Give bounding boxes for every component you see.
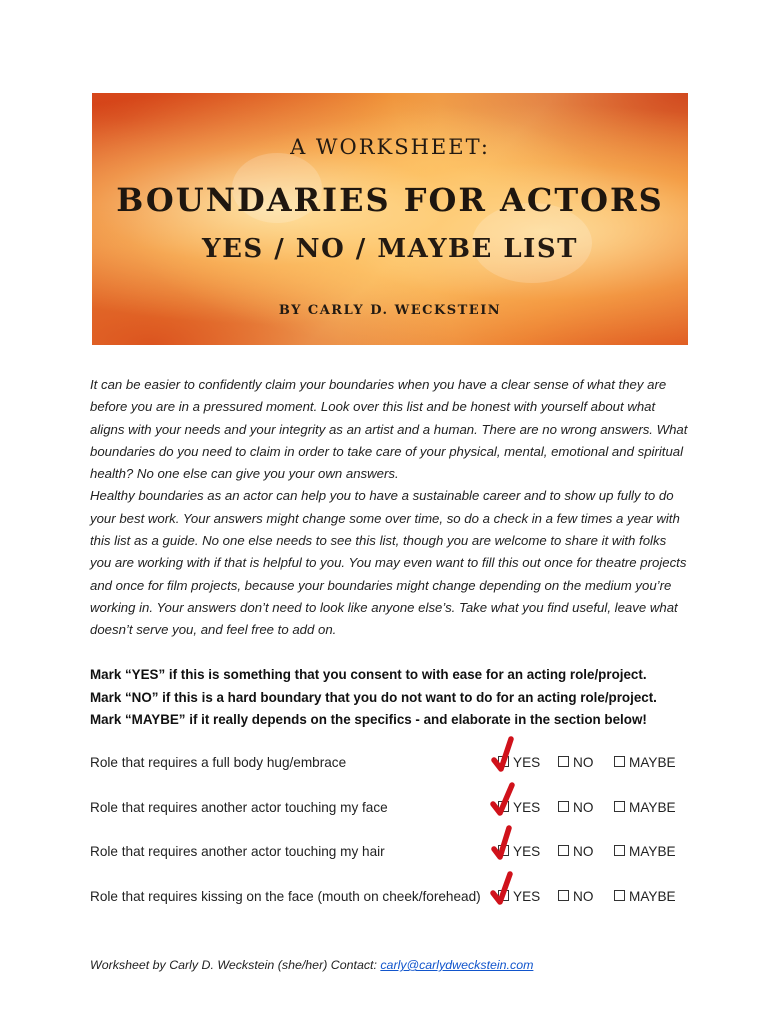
checkbox-icon — [498, 756, 509, 767]
banner-subtitle: A WORKSHEET: — [290, 135, 490, 159]
checkbox-icon — [558, 890, 569, 901]
instruction-no: Mark “NO” if this is a hard boundary that you do not want to do for an acting role/project. — [90, 689, 657, 705]
boundary-item-label: Role that requires another actor touching my hair — [90, 844, 385, 859]
boundary-item-label: Role that requires another actor touching my face — [90, 800, 388, 815]
intro-paragraph-1: It can be easier to confidently claim your boundaries when you have a clear sense of what they are before you are in a pressured moment. Look over this list and be honest with yourself about what aligns with your needs and your integrity as an artist and a human. There are no wrong answers. What boundaries do you need to claim in order to take care of your physical, mental, emotional and spiritual health? No one else can give you your own answers. — [90, 377, 688, 482]
maybe-label: MAYBE — [629, 889, 676, 904]
boundary-item-label: Role that requires a full body hug/embrace — [90, 755, 347, 770]
maybe-checkbox[interactable] — [614, 889, 676, 904]
boundary-item — [90, 841, 690, 865]
instruction-maybe: Mark “MAYBE” if it really depends on the specifics - and elaborate in the section below! — [90, 712, 647, 727]
instruction-yes: Mark “YES” if this is something that you consent to with ease for an acting role/project. — [90, 667, 647, 682]
no-checkbox[interactable] — [558, 889, 593, 904]
maybe-checkbox[interactable] — [614, 844, 676, 859]
checkbox-icon — [558, 756, 569, 767]
maybe-checkbox[interactable] — [614, 800, 676, 815]
yes-label: YES — [513, 755, 541, 770]
header-banner — [92, 93, 688, 345]
checkbox-icon — [558, 801, 569, 812]
maybe-checkbox[interactable] — [614, 755, 676, 770]
yes-label: YES — [513, 844, 541, 859]
banner-byline: BY CARLY D. WECKSTEIN — [278, 303, 502, 318]
maybe-label: MAYBE — [629, 755, 676, 770]
no-checkbox[interactable] — [558, 755, 593, 770]
marking-instructions — [90, 664, 700, 732]
no-label: NO — [573, 800, 594, 815]
contact-email-link[interactable]: carly@carlydweckstein.com — [380, 958, 534, 972]
no-checkbox[interactable] — [558, 800, 593, 815]
footer-text: Worksheet by Carly D. Weckstein (she/her) Contact: — [90, 958, 381, 972]
maybe-label: MAYBE — [629, 844, 676, 859]
no-label: NO — [573, 889, 594, 904]
yes-checkbox[interactable] — [498, 755, 540, 770]
footer-credit — [90, 958, 533, 972]
banner-title: BOUNDARIES FOR ACTORS — [116, 181, 664, 219]
no-checkbox[interactable] — [558, 844, 593, 859]
no-label: NO — [573, 755, 594, 770]
boundary-item — [90, 797, 690, 821]
boundary-item-label: Role that requires kissing on the face (mouth on cheek/forehead) — [90, 889, 481, 904]
banner-list-title: YES / NO / MAYBE LIST — [202, 234, 578, 264]
yes-label: YES — [513, 889, 541, 904]
checkbox-icon — [498, 845, 509, 856]
yes-checkbox[interactable] — [498, 889, 540, 904]
no-label: NO — [573, 844, 594, 859]
checkbox-icon — [498, 890, 509, 901]
boundary-item — [90, 752, 690, 776]
maybe-label: MAYBE — [629, 800, 676, 815]
intro-text — [90, 374, 690, 642]
checkbox-icon — [498, 801, 509, 812]
checkbox-icon — [614, 845, 625, 856]
yes-checkbox[interactable] — [498, 800, 540, 815]
checkbox-icon — [558, 845, 569, 856]
intro-paragraph-2: Healthy boundaries as an actor can help you to have a sustainable career and to show up fully to do your best work. Your answers might change some over time, so do a check in a few times a year with this list as a guide. No one else needs to see this list, though you are welcome to share it with folks you are working with if that is helpful to you. You may even want to fill this out once for theatre projects and once for film projects, because your boundaries might change depending on the medium you’re working in. Your answers don’t need to look like anyone else’s. Take what you find useful, leave what doesn’t serve you, and feel free to add on. — [90, 488, 687, 638]
checkbox-icon — [614, 890, 625, 901]
checkbox-icon — [614, 756, 625, 767]
yes-label: YES — [513, 800, 541, 815]
yes-checkbox[interactable] — [498, 844, 540, 859]
checkbox-icon — [614, 801, 625, 812]
boundary-item — [90, 886, 690, 910]
